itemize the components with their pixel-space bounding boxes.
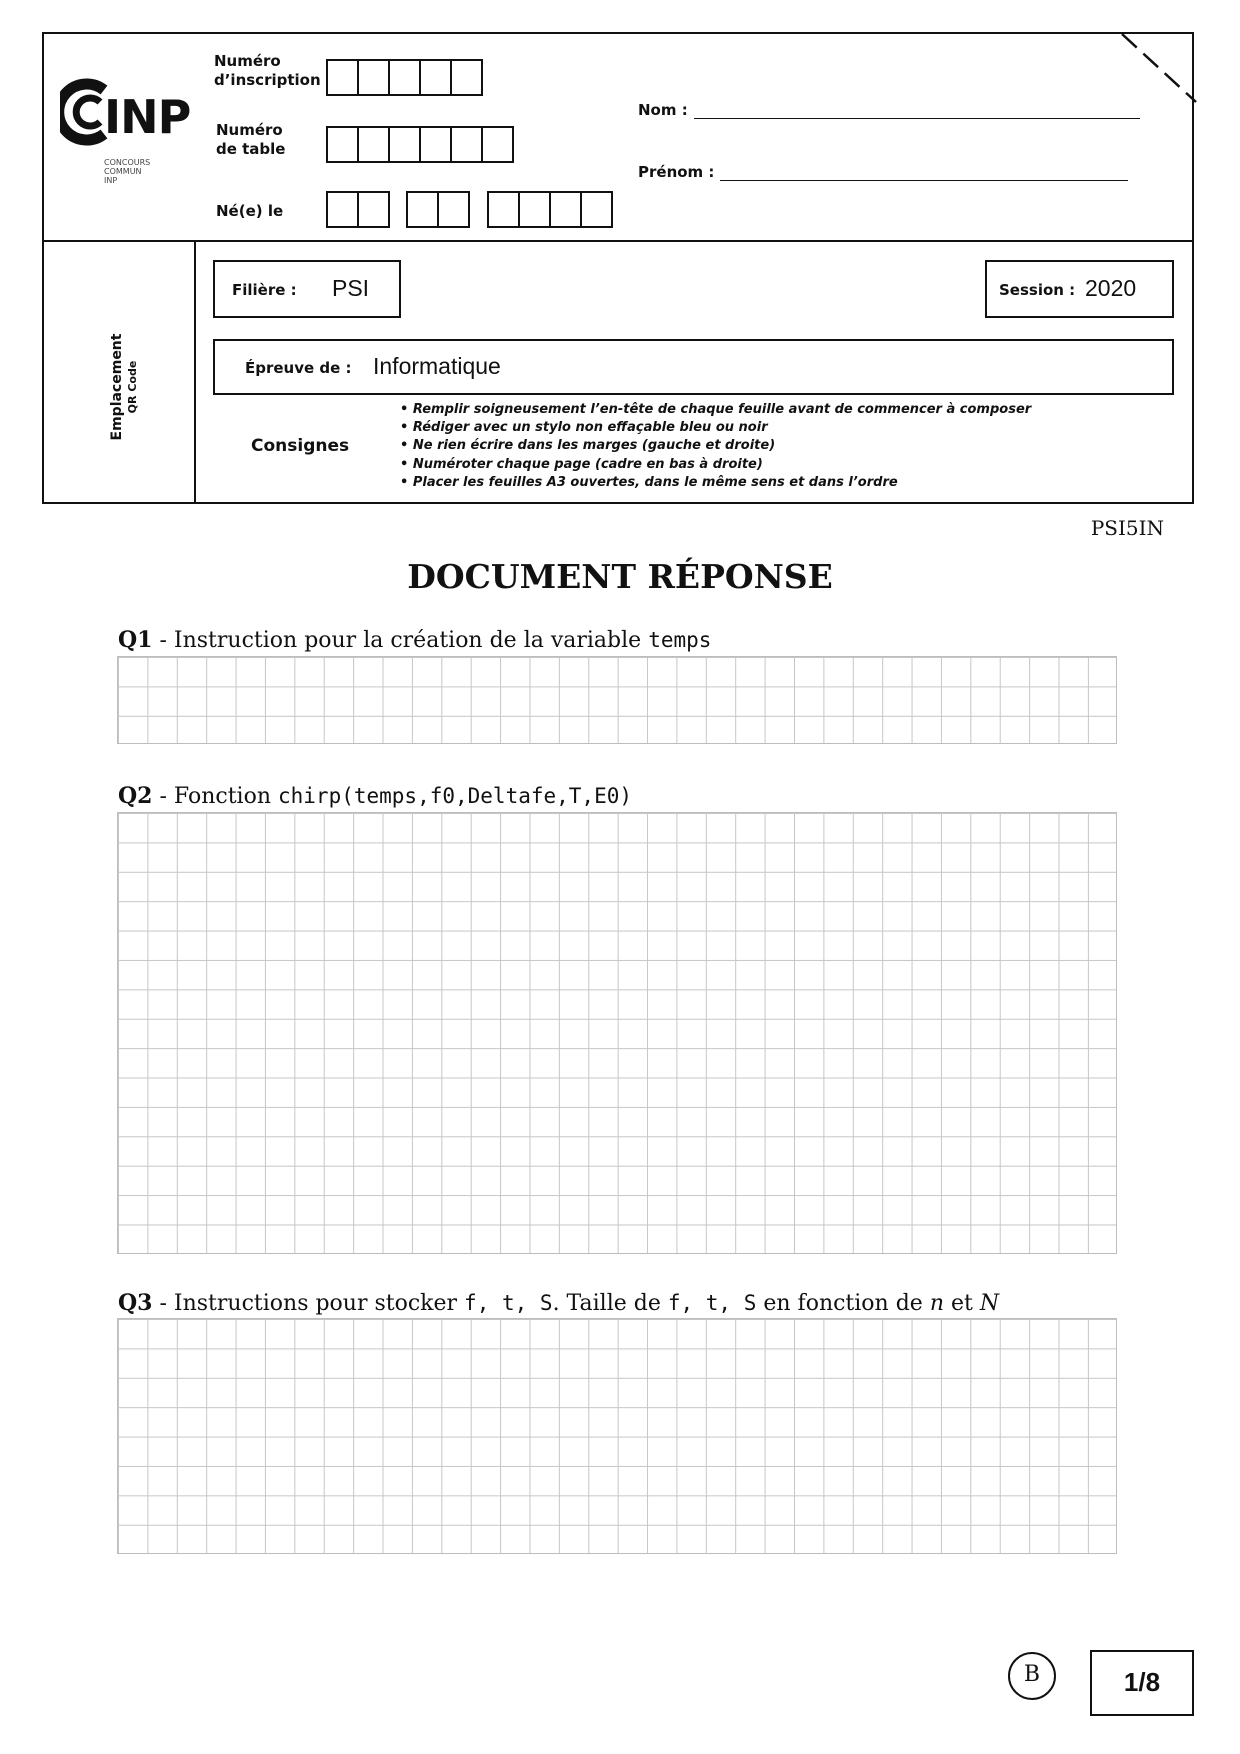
table-label: Numéro de table xyxy=(216,121,286,158)
q2-code: chirp(temps,f0,Deltafe,T,E0) xyxy=(278,784,633,808)
session-label: Session : xyxy=(999,281,1076,299)
logo-text: INP xyxy=(104,90,191,144)
q3-code-a: f, t, S xyxy=(464,1291,553,1315)
consigne-item: • Ne rien écrire dans les marges (gauche et droite) xyxy=(400,437,1031,455)
nom-label: Nom : xyxy=(638,101,688,119)
epreuve-box xyxy=(213,339,1174,395)
session-box xyxy=(985,260,1174,318)
q3-answer-grid[interactable] xyxy=(117,1318,1117,1554)
q1-code: temps xyxy=(648,628,712,652)
q2-answer-grid[interactable] xyxy=(117,812,1117,1254)
inp-logo xyxy=(60,72,210,192)
page-number-box[interactable]: 1/8 xyxy=(1090,1650,1194,1716)
filiere-box xyxy=(213,260,401,318)
logo-sub-2: COMMUN xyxy=(104,167,142,176)
qr-label-2: QR Code xyxy=(126,360,139,414)
consigne-item: • Rédiger avec un stylo non effaçable bleu ou noir xyxy=(400,419,1031,437)
q2-label: Q2 - Fonction chirp(temps,f0,Deltafe,T,E0) xyxy=(118,783,633,809)
birth-day-boxes[interactable] xyxy=(326,191,388,228)
q3-number: Q3 xyxy=(118,1290,153,1316)
q1-label: Q1 - Instruction pour la création de la variable temps xyxy=(118,627,712,653)
filiere-label: Filière : xyxy=(232,281,297,299)
inscription-label: Numéro d’inscription xyxy=(214,52,321,89)
nom-field[interactable] xyxy=(694,118,1140,119)
birth-label: Né(e) le xyxy=(216,202,284,220)
qr-code-placeholder xyxy=(110,317,140,457)
qr-divider xyxy=(194,240,196,504)
fold-corner-mark xyxy=(1120,32,1200,112)
table-boxes[interactable] xyxy=(326,126,512,163)
logo-sub-3: INP xyxy=(104,176,118,185)
prenom-label: Prénom : xyxy=(638,163,715,181)
q3-label: Q3 - Instructions pour stocker f, t, S. Taille de f, t, S en fonction de n et N xyxy=(118,1290,1000,1316)
session-value[interactable]: 2020 xyxy=(1085,275,1137,301)
consigne-item: • Numéroter chaque page (cadre en bas à droite) xyxy=(400,456,1031,474)
header-divider xyxy=(42,240,1194,242)
q2-number: Q2 xyxy=(118,783,153,809)
subject-code: PSI5IN xyxy=(1090,516,1164,540)
birth-year-boxes[interactable] xyxy=(487,191,611,228)
q1-answer-grid[interactable] xyxy=(117,656,1117,744)
inscription-boxes[interactable] xyxy=(326,59,481,96)
consignes-list xyxy=(400,401,1031,492)
epreuve-label: Épreuve de : xyxy=(245,359,352,377)
birth-month-boxes[interactable] xyxy=(406,191,468,228)
logo-sub-1: CONCOURS xyxy=(104,158,151,167)
variant-badge: B xyxy=(1008,1652,1056,1700)
page-title: DOCUMENT RÉPONSE xyxy=(407,557,833,596)
consignes-label: Consignes xyxy=(251,436,350,456)
prenom-field[interactable] xyxy=(720,180,1128,181)
epreuve-value[interactable]: Informatique xyxy=(373,353,501,379)
qr-label-1: Emplacement xyxy=(109,333,125,441)
q1-number: Q1 xyxy=(118,627,153,653)
filiere-value[interactable]: PSI xyxy=(332,275,370,301)
consigne-item: • Remplir soigneusement l’en-tête de chaque feuille avant de commencer à composer xyxy=(400,401,1031,419)
consigne-item: • Placer les feuilles A3 ouvertes, dans le même sens et dans l’ordre xyxy=(400,474,1031,492)
q3-code-b: f, t, S xyxy=(667,1291,757,1315)
